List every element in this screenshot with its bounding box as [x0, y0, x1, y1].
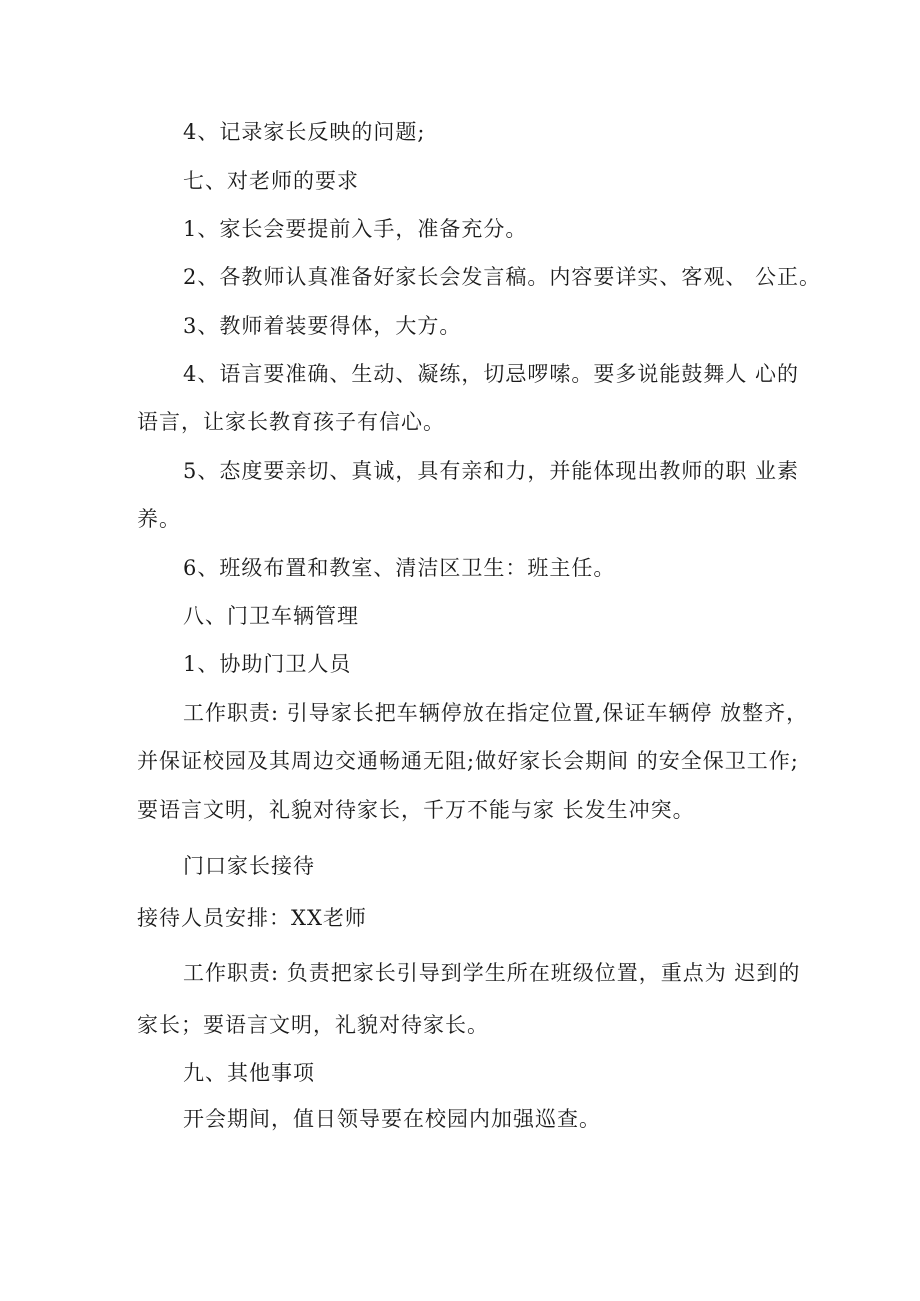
item-dress-code: 3、教师着装要得体，大方。 — [183, 314, 462, 338]
duties-paragraph-line-2: 并保证校园及其周边交通畅通无阻;做好家长会期间 的安全保卫工作; — [137, 749, 799, 773]
item-assist-guards: 1、协助门卫人员 — [183, 652, 352, 676]
item-classroom-hygiene: 6、班级布置和教室、清洁区卫生：班主任。 — [183, 556, 616, 580]
item-attitude-line-2: 养。 — [137, 507, 181, 531]
item-language-line-1: 4、语言要准确、生动、凝练，切忌啰嗦。要多说能鼓舞人 心的 — [183, 362, 800, 386]
item-record-parent-issues: 4、记录家长反映的问题; — [183, 120, 426, 144]
item-patrol-during-meeting: 开会期间，值日领导要在校园内加强巡查。 — [183, 1107, 601, 1131]
duties-paragraph-line-1: 工作职责: 引导家长把车辆停放在指定位置,保证车辆停 放整齐， — [183, 701, 809, 725]
item-prepare-early: 1、家长会要提前入手，准备充分。 — [183, 217, 528, 241]
item-attitude-line-1: 5、态度要亲切、真诚，具有亲和力，并能体现出教师的职 业素 — [183, 459, 800, 483]
duties-paragraph-line-3: 要语言文明，礼貌对待家长，千万不能与家 长发生冲突。 — [137, 798, 695, 822]
item-language-line-2: 语言，让家长教育孩子有信心。 — [137, 410, 445, 434]
reception-staff-assignment: 接待人员安排：XX老师 — [137, 906, 367, 930]
item-speech-draft: 2、各教师认真准备好家长会发言稿。内容要详实、客观、 公正。 — [183, 265, 822, 289]
reception-duties-line-2: 家长；要语言文明，礼貌对待家长。 — [137, 1013, 489, 1037]
section-heading-gate-vehicles: 八、门卫车辆管理 — [183, 604, 359, 628]
section-heading-teacher-requirements: 七、对老师的要求 — [183, 169, 359, 193]
reception-duties-line-1: 工作职责: 负责把家长引导到学生所在班级位置，重点为 迟到的 — [183, 961, 801, 985]
section-heading-other-matters: 九、其他事项 — [183, 1061, 315, 1085]
subheading-gate-reception: 门口家长接待 — [183, 854, 315, 878]
